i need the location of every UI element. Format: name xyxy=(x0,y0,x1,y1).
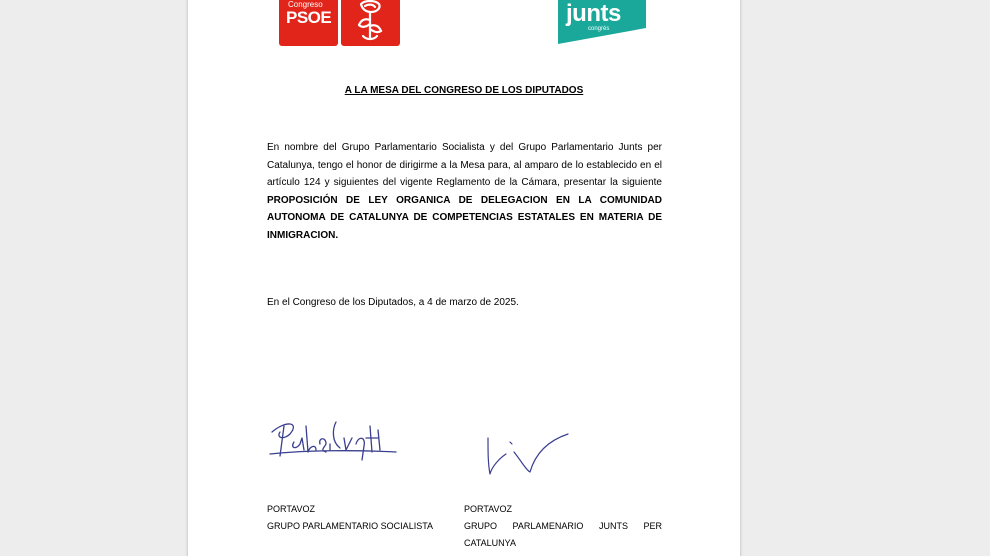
psoe-text-box xyxy=(279,0,338,46)
proposal-title: PROPOSICIÓN DE LEY ORGANICA DE DELEGACION EN LA COMUNIDAD AUTONOMA DE CATALUNYA DE COMPETENCIAS ESTATALES EN MATERIA DE INMIGRACION. xyxy=(267,194,662,241)
psoe-logo-congreso: Congreso xyxy=(288,0,323,9)
signatory-socialista xyxy=(267,501,447,535)
psoe-logo-name: PSOE xyxy=(286,8,332,27)
signatory-group-line1: GRUPO PARLAMENARIO JUNTS PER xyxy=(464,521,662,531)
document-body xyxy=(267,139,662,244)
signatory-junts xyxy=(464,501,662,552)
psoe-rose-emblem-icon xyxy=(341,0,400,46)
psoe-logo xyxy=(279,0,400,46)
junts-logo-congres: congrés xyxy=(588,26,610,32)
document-page xyxy=(188,0,740,556)
junts-logo xyxy=(558,0,648,44)
signatory-group-line2: CATALUNYA xyxy=(464,538,517,548)
signature-junts xyxy=(482,428,572,478)
junts-logo-name: junts xyxy=(566,0,621,27)
dateline: En el Congreso de los Diputados, a 4 de marzo de 2025. xyxy=(267,297,519,308)
document-heading: A LA MESA DEL CONGRESO DE LOS DIPUTADOS xyxy=(344,85,584,96)
signature-socialista xyxy=(266,416,401,470)
signatory-role: PORTAVOZ xyxy=(464,504,513,514)
signatory-group: GRUPO PARLAMENTARIO SOCIALISTA xyxy=(267,521,434,531)
body-intro-text: En nombre del Grupo Parlamentario Socialista y del Grupo Parlamentario Junts per Catalunya, tengo el honor de dirigirme a la Mesa para, al amparo de lo establecido en el artículo 124 y siguientes del vigente Reglamento de la Cámara, presentar la siguiente xyxy=(267,142,662,188)
signatory-role: PORTAVOZ xyxy=(267,504,316,514)
